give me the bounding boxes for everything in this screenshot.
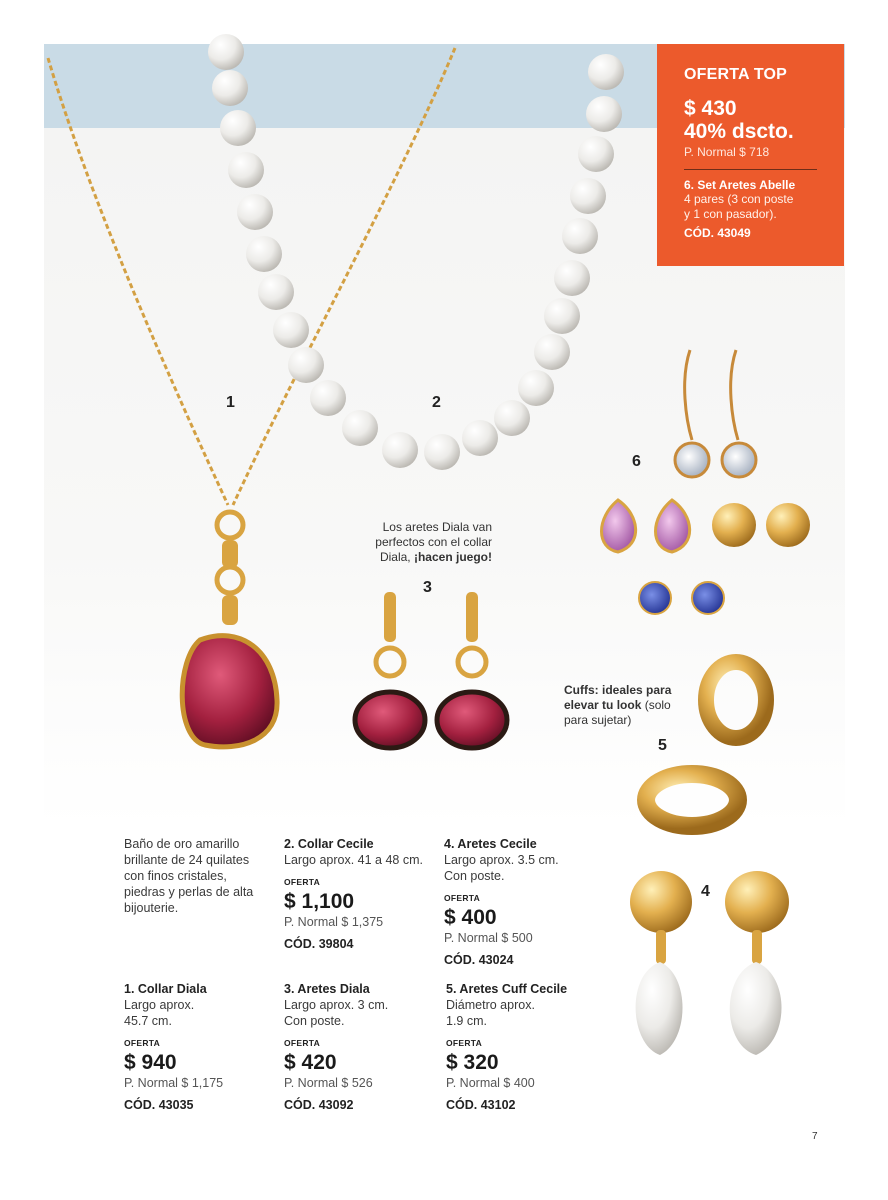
- pearl-bead: [586, 96, 622, 132]
- diala-match-note: [362, 520, 492, 565]
- note-bold: elevar tu look: [564, 698, 642, 712]
- note-line: perfectos con el collar: [375, 535, 492, 549]
- product-aretes-cuff-cecile: [446, 981, 606, 1113]
- product-code: CÓD. 43024: [444, 953, 514, 967]
- product-desc: 1.9 cm.: [446, 1014, 487, 1028]
- product-name: 1. Collar Diala: [124, 982, 207, 996]
- pearl-bead: [554, 260, 590, 296]
- offer-desc-line2: y 1 con pasador).: [684, 207, 777, 221]
- offer-desc-line1: 4 pares (3 con poste: [684, 192, 794, 206]
- offer-label: OFERTA: [124, 1038, 161, 1048]
- product-name: 4. Aretes Cecile: [444, 837, 537, 851]
- pearl-bead: [562, 218, 598, 254]
- intro-line: con finos cristales,: [124, 869, 227, 883]
- intro-line: Baño de oro amarillo: [124, 837, 240, 851]
- note-bold: ¡hacen juego!: [413, 550, 492, 564]
- product-name: 3. Aretes Diala: [284, 982, 370, 996]
- product-collar-diala: [124, 981, 274, 1113]
- pearl-bead: [208, 34, 244, 70]
- offer-price: $ 430: [684, 97, 737, 120]
- normal-price: P. Normal $ 1,375: [284, 915, 384, 929]
- pearl-bead: [462, 420, 498, 456]
- product-desc: Largo aprox.: [124, 998, 195, 1012]
- note-text: (solo: [644, 698, 671, 712]
- intro-line: bijouterie.: [124, 901, 179, 915]
- pearl-bead: [310, 380, 346, 416]
- pearl-bead: [534, 334, 570, 370]
- note-line: [564, 683, 684, 698]
- collar-cecile-pearls: [208, 34, 624, 470]
- offer-discount: 40% dscto.: [684, 120, 794, 143]
- product-desc: Diámetro aprox.: [446, 998, 535, 1012]
- product-code: CÓD. 43102: [446, 1098, 516, 1112]
- offer-code: CÓD. 43049: [684, 226, 751, 240]
- pearl-bead: [273, 312, 309, 348]
- pearl-bead: [588, 54, 624, 90]
- normal-price: P. Normal $ 400: [446, 1076, 535, 1090]
- product-name: 2. Collar Cecile: [284, 837, 374, 851]
- set-aretes-abelle: [602, 350, 811, 614]
- product-number-4: 4: [701, 883, 710, 900]
- pearl-bead: [342, 410, 378, 446]
- offer-label: OFERTA: [284, 877, 321, 887]
- pearl-bead: [220, 110, 256, 146]
- collar-diala-pendant: [182, 512, 277, 747]
- offer-product-name: 6. Set Aretes Abelle: [684, 178, 796, 192]
- offer-normal-price: P. Normal $ 718: [684, 145, 770, 159]
- intro-line: piedras y perlas de alta: [124, 885, 254, 899]
- note-bold: Cuffs: ideales para: [564, 683, 672, 697]
- product-number-6: 6: [632, 453, 641, 470]
- product-desc: Con poste.: [284, 1014, 345, 1028]
- page-number: 7: [812, 1131, 818, 1142]
- product-name: 5. Aretes Cuff Cecile: [446, 982, 568, 996]
- offer-tag: OFERTA TOP: [684, 66, 788, 83]
- note-line: Los aretes Diala van: [382, 520, 492, 534]
- product-desc: Con poste.: [444, 869, 505, 883]
- note-line: para sujetar): [564, 713, 632, 727]
- normal-price: P. Normal $ 526: [284, 1076, 373, 1090]
- product-number-5: 5: [658, 737, 667, 754]
- offer-divider: [684, 169, 817, 170]
- offer-label: OFERTA: [444, 893, 481, 903]
- product-aretes-cecile: [444, 836, 594, 968]
- product-number-1: 1: [226, 394, 235, 411]
- pearl-bead: [544, 298, 580, 334]
- pearl-bead: [518, 370, 554, 406]
- product-price: $ 940: [124, 1051, 177, 1074]
- pearl-bead: [382, 432, 418, 468]
- intro-line: brillante de 24 quilates: [124, 853, 250, 867]
- product-desc: Largo aprox. 3.5 cm.: [444, 853, 559, 867]
- pearl-bead: [212, 70, 248, 106]
- product-collar-cecile: [284, 836, 434, 952]
- product-aretes-diala: [284, 981, 434, 1113]
- intro-text: [124, 836, 274, 916]
- pearl-bead: [258, 274, 294, 310]
- aretes-diala: [355, 592, 507, 748]
- pearl-bead: [246, 236, 282, 272]
- oferta-top-box: [657, 44, 844, 266]
- pearl-bead: [237, 194, 273, 230]
- normal-price: P. Normal $ 500: [444, 931, 533, 945]
- note-text: Diala,: [379, 550, 411, 564]
- pearl-bead: [288, 347, 324, 383]
- product-price: $ 1,100: [284, 890, 355, 913]
- product-number-3: 3: [423, 579, 432, 596]
- product-code: CÓD. 43092: [284, 1098, 354, 1112]
- product-code: CÓD. 43035: [124, 1098, 194, 1112]
- product-desc: 45.7 cm.: [124, 1014, 172, 1028]
- product-price: $ 320: [446, 1051, 499, 1074]
- cuffs-note: [564, 683, 684, 728]
- pearl-bead: [570, 178, 606, 214]
- product-code: CÓD. 39804: [284, 937, 354, 951]
- pearl-bead: [494, 400, 530, 436]
- note-line: [564, 698, 684, 713]
- pearl-bead: [228, 152, 264, 188]
- product-desc: Largo aprox. 41 a 48 cm.: [284, 853, 423, 867]
- product-number-2: 2: [432, 394, 441, 411]
- product-price: $ 400: [444, 906, 497, 929]
- normal-price: P. Normal $ 1,175: [124, 1076, 224, 1090]
- product-desc: Largo aprox. 3 cm.: [284, 998, 389, 1012]
- note-line: [362, 550, 492, 565]
- pearl-bead: [578, 136, 614, 172]
- offer-label: OFERTA: [446, 1038, 483, 1048]
- pearl-bead: [424, 434, 460, 470]
- product-price: $ 420: [284, 1051, 337, 1074]
- offer-label: OFERTA: [284, 1038, 321, 1048]
